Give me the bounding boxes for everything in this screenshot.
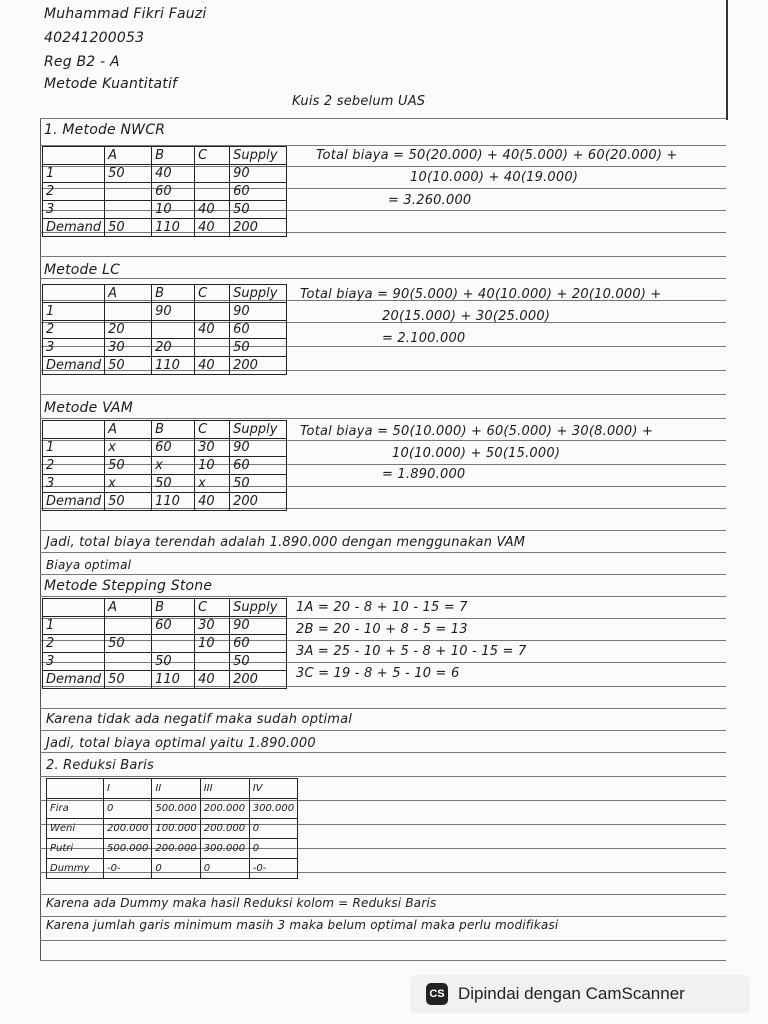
table-cell: 200.000 [200, 819, 249, 839]
table-header-cell: B [152, 421, 195, 439]
table-cell: 110 [152, 671, 195, 689]
table-header-cell [43, 421, 105, 439]
table-cell: 40 [152, 165, 195, 183]
ruled-line [40, 278, 726, 279]
table-cell: 60 [152, 617, 195, 635]
table-cell: 60 [230, 321, 287, 339]
table-cell: 3 [43, 475, 105, 493]
table-header-cell: A [105, 599, 152, 617]
table-cell: 40 [195, 321, 230, 339]
stepping-calc-1: 1A = 20 - 8 + 10 - 15 = 7 [296, 600, 468, 615]
nwcr-total: = 3.260.000 [388, 193, 472, 208]
page-margin-line [40, 118, 41, 960]
table-cell: 20 [152, 339, 195, 357]
table-cell: 60 [152, 183, 195, 201]
table-cell: 0 [249, 819, 297, 839]
ruled-line [40, 752, 726, 753]
footer-note-1: Karena ada Dummy maka hasil Reduksi kolom = Reduksi Baris [46, 896, 437, 910]
table-cell: 40 [195, 493, 230, 511]
vam-total: = 1.890.000 [382, 467, 466, 482]
table-cell: 50 [105, 357, 152, 375]
lc-total: = 2.100.000 [382, 331, 466, 346]
student-id: 40241200053 [44, 30, 145, 46]
table-cell: 60 [152, 439, 195, 457]
table-header-cell: III [200, 779, 249, 799]
table-row [43, 165, 287, 183]
student-name: Muhammad Fikri Fauzi [44, 6, 207, 22]
table-cell: 60 [230, 635, 287, 653]
nwcr-table [42, 146, 287, 237]
table-cell: 50 [105, 165, 152, 183]
ruled-line [40, 708, 726, 709]
table-cell [152, 321, 195, 339]
table-cell: 300.000 [249, 799, 297, 819]
table-row [43, 321, 287, 339]
conclusion-optimal: Biaya optimal [46, 558, 132, 572]
table-cell: 500.000 [104, 839, 152, 859]
vam-calc-1: Total biaya = 50(10.000) + 60(5.000) + 30(8.000) + [300, 424, 654, 439]
table-row [47, 819, 298, 839]
table-row [43, 475, 287, 493]
conclusion-vam: Jadi, total biaya terendah adalah 1.890.000 dengan menggunakan VAM [46, 535, 526, 550]
ruled-line [40, 960, 726, 961]
camscanner-badge [410, 975, 750, 1013]
table-cell: 50 [105, 457, 152, 475]
table-cell: 60 [230, 183, 287, 201]
table-cell: 2 [43, 457, 105, 475]
table-header-cell: I [104, 779, 152, 799]
table-row [43, 339, 287, 357]
ruled-line [40, 552, 726, 553]
table-row [43, 303, 287, 321]
table-cell: 10 [152, 201, 195, 219]
stepping-calc-2: 2B = 20 - 10 + 8 - 5 = 13 [296, 622, 468, 637]
table-cell: 90 [230, 439, 287, 457]
conclusion-no-negative: Karena tidak ada negatif maka sudah optimal [46, 712, 353, 727]
lc-heading: Metode LC [44, 262, 121, 278]
table-cell [105, 201, 152, 219]
vam-table [42, 420, 287, 511]
table-header-cell: C [195, 147, 230, 165]
table-cell: 200 [230, 357, 287, 375]
table-header-cell: Supply [230, 147, 287, 165]
table-header-cell: IV [249, 779, 297, 799]
lc-calc-1: Total biaya = 90(5.000) + 40(10.000) + 20(10.000) + [300, 287, 662, 302]
table-row [47, 839, 298, 859]
table-cell: 50 [152, 475, 195, 493]
table-cell: 200.000 [200, 799, 249, 819]
class-name: Reg B2 - A [44, 54, 120, 70]
page-title: Kuis 2 sebelum UAS [292, 94, 426, 109]
table-cell: 110 [152, 357, 195, 375]
table-cell: 90 [230, 303, 287, 321]
table-header-cell: B [152, 285, 195, 303]
table-cell: 200.000 [104, 819, 152, 839]
nwcr-calc-2: 10(10.000) + 40(19.000) [410, 170, 579, 185]
table-cell: 110 [152, 219, 195, 237]
table-cell: 50 [152, 653, 195, 671]
table-cell: 50 [230, 653, 287, 671]
lc-calc-2: 20(15.000) + 30(25.000) [382, 309, 551, 324]
table-cell: Demand [43, 219, 105, 237]
table-cell: 2 [43, 321, 105, 339]
ruled-line [40, 530, 726, 531]
table-cell: 110 [152, 493, 195, 511]
table-cell: 50 [105, 671, 152, 689]
table-header-cell: A [105, 147, 152, 165]
table-header-cell [43, 147, 105, 165]
table-cell: Demand [43, 357, 105, 375]
table-header-cell: A [105, 421, 152, 439]
table-row [47, 799, 298, 819]
nwcr-heading: 1. Metode NWCR [44, 122, 166, 138]
table-cell: 50 [105, 219, 152, 237]
table-header-cell: II [152, 779, 200, 799]
table-cell [195, 653, 230, 671]
table-cell: 30 [195, 617, 230, 635]
table-cell: Dummy [47, 859, 104, 879]
table-cell: Demand [43, 493, 105, 511]
table-cell: 50 [105, 635, 152, 653]
table-cell: 0 [104, 799, 152, 819]
table-cell: x [105, 475, 152, 493]
table-cell: Demand [43, 671, 105, 689]
ruled-line [40, 940, 726, 941]
table-cell: 3 [43, 201, 105, 219]
table-cell [195, 339, 230, 357]
ruled-line [40, 894, 726, 895]
table-cell: 50 [230, 475, 287, 493]
table-cell: Weni [47, 819, 104, 839]
table-header-cell: C [195, 421, 230, 439]
ruled-line [40, 118, 726, 119]
table-cell: -0- [249, 859, 297, 879]
table-row [47, 859, 298, 879]
nwcr-calc-1: Total biaya = 50(20.000) + 40(5.000) + 60(20.000) + [316, 148, 678, 163]
table-cell: 1 [43, 303, 105, 321]
table-cell: 30 [195, 439, 230, 457]
table-cell: 3 [43, 339, 105, 357]
stepping-heading: Metode Stepping Stone [44, 578, 213, 594]
table-cell: 10 [195, 457, 230, 475]
table-cell [195, 165, 230, 183]
table-row [43, 671, 287, 689]
table-cell: 500.000 [152, 799, 200, 819]
table-header-row [43, 147, 287, 165]
table-cell [195, 183, 230, 201]
table-row [43, 357, 287, 375]
table-cell: 50 [105, 493, 152, 511]
stepping-table [42, 598, 287, 689]
table-header-cell: Supply [230, 599, 287, 617]
table-cell: 20 [105, 321, 152, 339]
table-header-cell: Supply [230, 421, 287, 439]
lc-table [42, 284, 287, 375]
camscanner-text: Dipindai dengan CamScanner [458, 984, 685, 1003]
ruled-line [40, 394, 726, 395]
table-cell: -0- [104, 859, 152, 879]
table-header-cell: B [152, 147, 195, 165]
table-header-row [43, 421, 287, 439]
table-header-cell [43, 285, 105, 303]
table-cell: 1 [43, 439, 105, 457]
table-row [43, 493, 287, 511]
table-cell [195, 303, 230, 321]
table-row [43, 617, 287, 635]
table-cell: Putri [47, 839, 104, 859]
table-cell: 2 [43, 183, 105, 201]
table-cell: 2 [43, 635, 105, 653]
table-cell: Fira [47, 799, 104, 819]
table-header-cell: B [152, 599, 195, 617]
vam-heading: Metode VAM [44, 400, 133, 416]
table-cell: 3 [43, 653, 105, 671]
table-header-row [47, 779, 298, 799]
stepping-calc-3: 3A = 25 - 10 + 5 - 8 + 10 - 15 = 7 [296, 644, 527, 659]
table-cell: 50 [230, 201, 287, 219]
table-cell: 40 [195, 357, 230, 375]
page-edge [726, 0, 728, 120]
table-row [43, 219, 287, 237]
table-cell: 200 [230, 671, 287, 689]
footer-note-2: Karena jumlah garis minimum masih 3 maka belum optimal maka perlu modifikasi [46, 918, 559, 932]
table-row [43, 183, 287, 201]
table-row [43, 653, 287, 671]
table-cell [105, 653, 152, 671]
table-cell: 90 [230, 617, 287, 635]
stepping-calc-4: 3C = 19 - 8 + 5 - 10 = 6 [296, 666, 460, 681]
vam-calc-2: 10(10.000) + 50(15.000) [392, 446, 561, 461]
table-cell [105, 617, 152, 635]
table-header-cell: Supply [230, 285, 287, 303]
table-header-cell: C [195, 599, 230, 617]
table-cell: 90 [230, 165, 287, 183]
course-name: Metode Kuantitatif [44, 76, 178, 92]
reduksi-heading: 2. Reduksi Baris [46, 758, 154, 773]
table-cell: x [105, 439, 152, 457]
table-row [43, 635, 287, 653]
table-cell: x [195, 475, 230, 493]
table-cell [105, 303, 152, 321]
camscanner-icon: CS [426, 983, 448, 1005]
table-row [43, 201, 287, 219]
table-cell: 40 [195, 671, 230, 689]
table-header-cell [47, 779, 104, 799]
ruled-line [40, 256, 726, 257]
table-cell: 1 [43, 617, 105, 635]
table-cell: 1 [43, 165, 105, 183]
ruled-line [40, 776, 726, 777]
conclusion-total: Jadi, total biaya optimal yaitu 1.890.000 [46, 736, 316, 751]
table-header-row [43, 599, 287, 617]
table-cell: 10 [195, 635, 230, 653]
table-cell: 100.000 [152, 819, 200, 839]
table-cell: 30 [105, 339, 152, 357]
reduksi-table [46, 778, 298, 879]
table-cell: 0 [200, 859, 249, 879]
ruled-line [40, 418, 726, 419]
table-cell: 200 [230, 219, 287, 237]
table-cell: 300.000 [200, 839, 249, 859]
table-cell: 60 [230, 457, 287, 475]
table-cell: 50 [230, 339, 287, 357]
table-cell: 90 [152, 303, 195, 321]
table-header-cell: C [195, 285, 230, 303]
table-cell [152, 635, 195, 653]
table-cell: x [152, 457, 195, 475]
ruled-line [40, 574, 726, 575]
table-cell: 200.000 [152, 839, 200, 859]
table-cell: 0 [249, 839, 297, 859]
table-cell: 200 [230, 493, 287, 511]
ruled-line [40, 730, 726, 731]
table-row [43, 457, 287, 475]
table-cell: 0 [152, 859, 200, 879]
table-row [43, 439, 287, 457]
ruled-line [40, 596, 726, 597]
ruled-line [40, 916, 726, 917]
table-cell [105, 183, 152, 201]
table-header-cell [43, 599, 105, 617]
table-cell: 40 [195, 219, 230, 237]
table-header-row [43, 285, 287, 303]
table-header-cell: A [105, 285, 152, 303]
table-cell: 40 [195, 201, 230, 219]
